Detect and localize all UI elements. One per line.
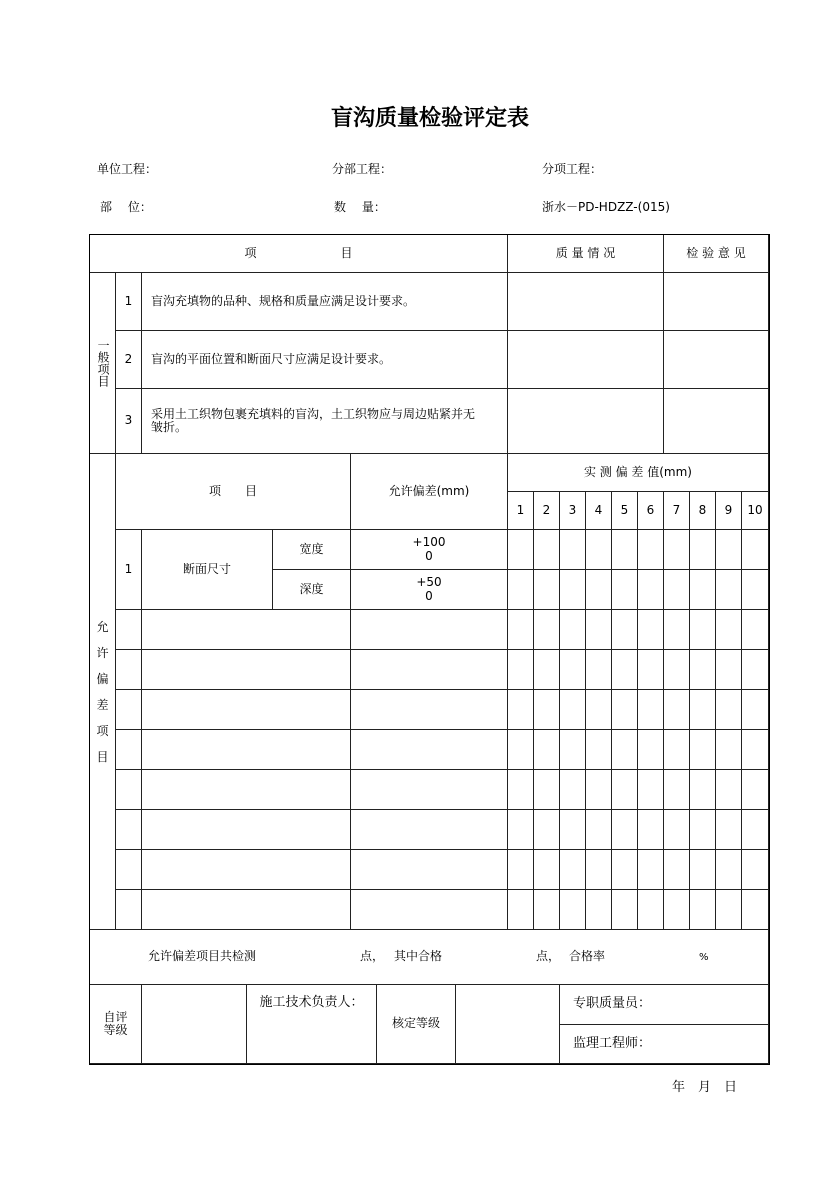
measurement-cell[interactable] bbox=[637, 569, 664, 610]
tolerance-item-cell[interactable] bbox=[141, 769, 351, 810]
measurement-cell[interactable] bbox=[663, 729, 690, 770]
measurement-cell[interactable] bbox=[663, 689, 690, 730]
measurement-col-header: 4 bbox=[585, 491, 612, 530]
verified-grade-cell[interactable] bbox=[455, 984, 560, 1064]
measurement-cell[interactable] bbox=[663, 649, 690, 690]
general-text: 盲沟的平面位置和断面尺寸应满足设计要求。 bbox=[141, 330, 508, 389]
measurement-cell[interactable] bbox=[741, 609, 769, 650]
tolerance-no-cell[interactable] bbox=[115, 649, 142, 690]
measurement-cell[interactable] bbox=[611, 849, 638, 890]
form-code: 浙水－PD-HDZZ-(015) bbox=[542, 200, 670, 214]
general-quality-cell[interactable] bbox=[507, 388, 664, 454]
measurement-cell[interactable] bbox=[637, 689, 664, 730]
measurement-cell[interactable] bbox=[533, 609, 560, 650]
measurement-cell[interactable] bbox=[585, 529, 612, 570]
tolerance-no: 1 bbox=[115, 529, 142, 610]
measurement-col-header: 2 bbox=[533, 491, 560, 530]
measurement-cell[interactable] bbox=[559, 769, 586, 810]
header-opinion: 检 验 意 见 bbox=[663, 234, 769, 273]
label-char: 允 bbox=[96, 619, 109, 634]
measurement-cell[interactable] bbox=[637, 889, 664, 930]
measurement-cell[interactable] bbox=[585, 729, 612, 770]
measurement-cell[interactable] bbox=[689, 769, 716, 810]
measurement-cell[interactable] bbox=[741, 889, 769, 930]
general-text: 采用土工织物包裹充填料的盲沟，土工织物应与周边贴紧并无皱折。 bbox=[141, 388, 508, 454]
measurement-cell[interactable] bbox=[533, 569, 560, 610]
tolerance-value-cell[interactable] bbox=[350, 849, 508, 890]
label-char: 差 bbox=[96, 697, 109, 712]
general-no: 2 bbox=[115, 330, 142, 389]
width-tolerance bbox=[350, 529, 508, 570]
measurement-cell[interactable] bbox=[741, 689, 769, 730]
measurement-cell[interactable] bbox=[637, 809, 664, 850]
tolerance-value-cell[interactable] bbox=[350, 689, 508, 730]
measurement-cell[interactable] bbox=[559, 889, 586, 930]
measurement-cell[interactable] bbox=[507, 529, 534, 570]
measurement-cell[interactable] bbox=[663, 769, 690, 810]
measurement-cell[interactable] bbox=[585, 849, 612, 890]
measurement-cell[interactable] bbox=[611, 889, 638, 930]
measurement-col-header: 10 bbox=[741, 491, 769, 530]
summary-text: 允许偏差项目共检测 bbox=[148, 949, 257, 964]
unit-project-label: 单位工程： bbox=[97, 162, 158, 176]
measurement-col-header: 6 bbox=[637, 491, 664, 530]
tolerance-value-cell[interactable] bbox=[350, 609, 508, 650]
label-char: 项 bbox=[96, 723, 109, 738]
measurement-cell[interactable] bbox=[637, 769, 664, 810]
tolerance-item-cell[interactable] bbox=[141, 809, 351, 850]
measurement-cell[interactable] bbox=[559, 649, 586, 690]
general-items-label: 一般项目 bbox=[89, 272, 116, 454]
measurement-cell[interactable] bbox=[507, 689, 534, 730]
measurement-cell[interactable] bbox=[715, 809, 742, 850]
tolerance-value-cell[interactable] bbox=[350, 809, 508, 850]
measurement-cell[interactable] bbox=[637, 609, 664, 650]
measurement-cell[interactable] bbox=[585, 609, 612, 650]
measurement-cell[interactable] bbox=[715, 649, 742, 690]
tolerance-items-label bbox=[89, 453, 116, 930]
measurement-cell[interactable] bbox=[507, 769, 534, 810]
measurement-cell[interactable] bbox=[741, 529, 769, 570]
measurement-cell[interactable] bbox=[611, 689, 638, 730]
tolerance-no-cell[interactable] bbox=[115, 689, 142, 730]
location-label: 部 位： bbox=[100, 200, 152, 214]
division-project-label: 分部工程： bbox=[332, 162, 393, 176]
tolerance-value-cell[interactable] bbox=[350, 769, 508, 810]
measurement-cell[interactable] bbox=[741, 729, 769, 770]
measurement-cell[interactable] bbox=[533, 849, 560, 890]
measurement-cell[interactable] bbox=[611, 809, 638, 850]
general-opinion-cell[interactable] bbox=[663, 272, 769, 331]
header-item: 项 目 bbox=[89, 234, 508, 273]
tolerance-no-cell[interactable] bbox=[115, 609, 142, 650]
measurement-cell[interactable] bbox=[637, 649, 664, 690]
measurement-col-header: 9 bbox=[715, 491, 742, 530]
measurement-cell[interactable] bbox=[507, 609, 534, 650]
measurement-cell[interactable] bbox=[663, 849, 690, 890]
measurement-cell[interactable] bbox=[663, 809, 690, 850]
width-label: 宽度 bbox=[272, 529, 351, 570]
self-grade-label: 自评等级 bbox=[89, 984, 142, 1064]
measurement-cell[interactable] bbox=[741, 569, 769, 610]
measurement-cell[interactable] bbox=[585, 569, 612, 610]
measurement-cell[interactable] bbox=[715, 689, 742, 730]
general-no: 3 bbox=[115, 388, 142, 454]
measurement-cell[interactable] bbox=[533, 689, 560, 730]
measurement-cell[interactable] bbox=[507, 809, 534, 850]
measurement-cell[interactable] bbox=[559, 529, 586, 570]
measurement-cell[interactable] bbox=[585, 769, 612, 810]
tolerance-no-cell[interactable] bbox=[115, 889, 142, 930]
item-project-label: 分项工程： bbox=[542, 162, 603, 176]
measurement-col-header: 3 bbox=[559, 491, 586, 530]
summary-text: 其中合格 bbox=[394, 949, 443, 964]
measurement-cell[interactable] bbox=[611, 609, 638, 650]
summary-text: 点， bbox=[536, 949, 561, 964]
measured-deviation-header: 实 测 偏 差 值(mm) bbox=[507, 453, 769, 492]
measurement-cell[interactable] bbox=[507, 649, 534, 690]
measurement-cell[interactable] bbox=[663, 889, 690, 930]
summary-row bbox=[89, 929, 769, 985]
measurement-cell[interactable] bbox=[637, 529, 664, 570]
tolerance-item-cell[interactable] bbox=[141, 889, 351, 930]
measurement-cell[interactable] bbox=[663, 529, 690, 570]
summary-text: 点， bbox=[360, 949, 385, 964]
general-no: 1 bbox=[115, 272, 142, 331]
measurement-cell[interactable] bbox=[689, 849, 716, 890]
tolerance-no-cell[interactable] bbox=[115, 729, 142, 770]
measurement-cell[interactable] bbox=[559, 729, 586, 770]
lower-tolerance: 0 bbox=[425, 588, 433, 603]
measurement-cell[interactable] bbox=[689, 809, 716, 850]
measurement-cell[interactable] bbox=[689, 609, 716, 650]
depth-tolerance bbox=[350, 569, 508, 610]
measurement-cell[interactable] bbox=[559, 849, 586, 890]
measurement-cell[interactable] bbox=[689, 529, 716, 570]
measurement-cell[interactable] bbox=[507, 849, 534, 890]
measurement-cell[interactable] bbox=[611, 729, 638, 770]
measurement-cell[interactable] bbox=[689, 889, 716, 930]
measurement-col-header: 1 bbox=[507, 491, 534, 530]
measurement-cell[interactable] bbox=[689, 729, 716, 770]
measurement-cell[interactable] bbox=[637, 849, 664, 890]
upper-tolerance: +100 bbox=[412, 535, 446, 550]
tolerance-value-cell[interactable] bbox=[350, 889, 508, 930]
general-quality-cell[interactable] bbox=[507, 272, 664, 331]
header-quality: 质 量 情 况 bbox=[507, 234, 664, 273]
measurement-cell[interactable] bbox=[715, 849, 742, 890]
measurement-cell[interactable] bbox=[611, 529, 638, 570]
measurement-cell[interactable] bbox=[507, 569, 534, 610]
measurement-cell[interactable] bbox=[585, 689, 612, 730]
tolerance-item-cell[interactable] bbox=[141, 649, 351, 690]
measurement-cell[interactable] bbox=[507, 889, 534, 930]
measurement-cell[interactable] bbox=[637, 729, 664, 770]
section-size-label: 断面尺寸 bbox=[141, 529, 273, 610]
tolerance-value-cell[interactable] bbox=[350, 729, 508, 770]
label-char: 偏 bbox=[96, 671, 109, 686]
measurement-cell[interactable] bbox=[611, 769, 638, 810]
quality-officer-label: 专职质量员： bbox=[559, 984, 769, 1025]
tech-lead-label: 施工技术负责人： bbox=[246, 984, 377, 1064]
general-opinion-cell[interactable] bbox=[663, 388, 769, 454]
tolerance-item-cell[interactable] bbox=[141, 849, 351, 890]
measurement-cell[interactable] bbox=[741, 849, 769, 890]
measurement-cell[interactable] bbox=[533, 889, 560, 930]
verified-grade-label: 核定等级 bbox=[376, 984, 456, 1064]
measurement-cell[interactable] bbox=[715, 529, 742, 570]
tolerance-no-cell[interactable] bbox=[115, 849, 142, 890]
measurement-cell[interactable] bbox=[533, 529, 560, 570]
upper-tolerance: +50 bbox=[416, 575, 442, 590]
measurement-cell[interactable] bbox=[715, 569, 742, 610]
measurement-cell[interactable] bbox=[689, 649, 716, 690]
measurement-cell[interactable] bbox=[585, 649, 612, 690]
allowed-deviation-header: 允许偏差(mm) bbox=[350, 453, 508, 530]
measurement-cell[interactable] bbox=[585, 889, 612, 930]
general-opinion-cell[interactable] bbox=[663, 330, 769, 389]
general-text: 盲沟充填物的品种、规格和质量应满足设计要求。 bbox=[141, 272, 508, 331]
measurement-col-header: 5 bbox=[611, 491, 638, 530]
tolerance-item-cell[interactable] bbox=[141, 689, 351, 730]
measurement-cell[interactable] bbox=[741, 769, 769, 810]
measurement-cell[interactable] bbox=[533, 769, 560, 810]
measurement-cell[interactable] bbox=[559, 809, 586, 850]
measurement-cell[interactable] bbox=[741, 649, 769, 690]
measurement-cell[interactable] bbox=[689, 689, 716, 730]
measurement-cell[interactable] bbox=[663, 569, 690, 610]
measurement-cell[interactable] bbox=[559, 569, 586, 610]
measurement-cell[interactable] bbox=[715, 609, 742, 650]
measurement-cell[interactable] bbox=[663, 609, 690, 650]
measurement-cell[interactable] bbox=[741, 809, 769, 850]
measurement-cell[interactable] bbox=[533, 649, 560, 690]
measurement-cell[interactable] bbox=[715, 769, 742, 810]
measurement-cell[interactable] bbox=[611, 649, 638, 690]
tolerance-no-cell[interactable] bbox=[115, 809, 142, 850]
measurement-col-header: 7 bbox=[663, 491, 690, 530]
tolerance-no-cell[interactable] bbox=[115, 769, 142, 810]
general-quality-cell[interactable] bbox=[507, 330, 664, 389]
measurement-cell[interactable] bbox=[559, 689, 586, 730]
supervisor-label: 监理工程师： bbox=[559, 1024, 769, 1064]
measurement-cell[interactable] bbox=[715, 729, 742, 770]
measurement-cell[interactable] bbox=[559, 609, 586, 650]
tolerance-item-cell[interactable] bbox=[141, 729, 351, 770]
summary-text: 合格率 bbox=[569, 949, 606, 964]
measurement-cell[interactable] bbox=[533, 809, 560, 850]
measurement-cell[interactable] bbox=[611, 569, 638, 610]
tolerance-item-header: 项 目 bbox=[115, 453, 351, 530]
lower-tolerance: 0 bbox=[425, 548, 433, 563]
measurement-cell[interactable] bbox=[715, 889, 742, 930]
measurement-cell[interactable] bbox=[533, 729, 560, 770]
date-label: 年 月 日 bbox=[672, 1080, 738, 1095]
self-grade-cell[interactable] bbox=[141, 984, 247, 1064]
tolerance-item-cell[interactable] bbox=[141, 609, 351, 650]
depth-label: 深度 bbox=[272, 569, 351, 610]
measurement-cell[interactable] bbox=[507, 729, 534, 770]
page-title: 盲沟质量检验评定表 bbox=[330, 106, 529, 131]
quantity-label: 数 量： bbox=[334, 200, 386, 214]
measurement-cell[interactable] bbox=[585, 809, 612, 850]
label-char: 目 bbox=[96, 749, 109, 764]
measurement-col-header: 8 bbox=[689, 491, 716, 530]
summary-text: % bbox=[699, 951, 709, 963]
measurement-cell[interactable] bbox=[689, 569, 716, 610]
tolerance-value-cell[interactable] bbox=[350, 649, 508, 690]
label-char: 许 bbox=[96, 645, 109, 660]
